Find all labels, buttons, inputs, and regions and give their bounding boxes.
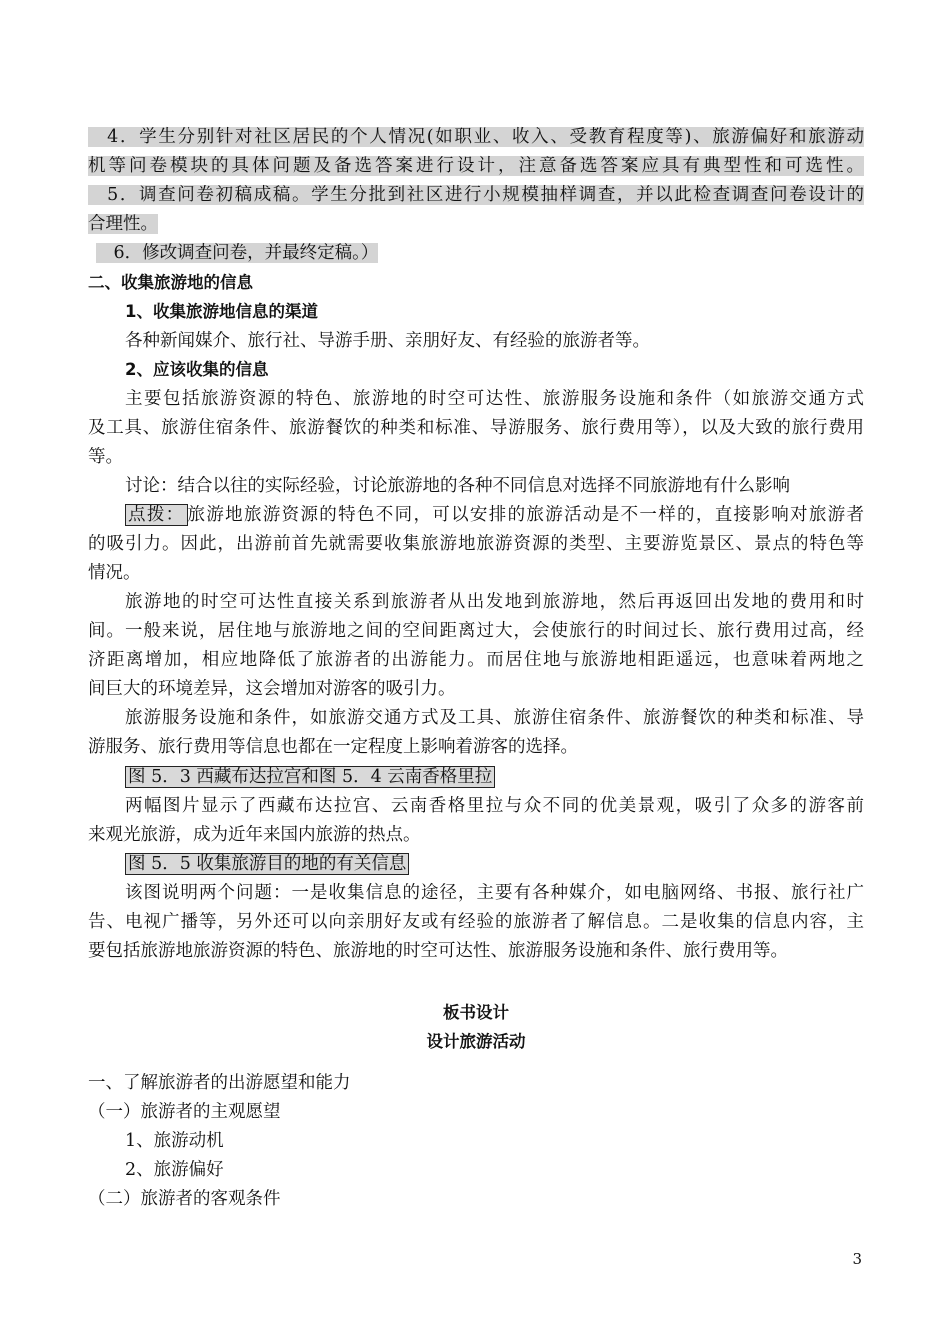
access-para-3: 济距离增加，相应地降低了旅游者的出游能力。而居住地与旅游地相距遥远，也意味着两地之 — [88, 650, 864, 670]
access-para-1: 旅游地的时空可达性直接关系到旅游者从出发地到旅游地，然后再返回出发地的费用和时 — [125, 592, 864, 612]
step4-line2: 机等问卷模块的具体问题及备选答案进行设计，注意备选答案应具有典型性和可选性。 — [88, 156, 864, 176]
tip-line-2: 的吸引力。因此，出游前首先就需要收集旅游地旅游资源的类型、主要游览景区、景点的特色等 — [88, 534, 864, 554]
figure2-text-2: 告、电视广播等，另外还可以向亲朋好友或有经验的旅游者了解信息。二是收集的信息内容，主 — [88, 912, 864, 932]
access-para-2: 间。一般来说，居住地与旅游地之间的空间距离过大，会使旅行的时间过长、旅行费用过高，经 — [88, 621, 864, 641]
board-line-1: 一、了解旅游者的出游愿望和能力 — [88, 1073, 351, 1093]
board-title: 板书设计 — [443, 1003, 509, 1022]
info-text-3: 等。 — [88, 447, 123, 467]
tip-line-1: 点拨： 旅游地旅游资源的特色不同，可以安排的旅游活动是不一样的，直接影响对旅游者 — [125, 504, 864, 528]
step5-line1: 5．调查问卷初稿成稿。学生分批到社区进行小规模抽样调查，并以此检查调查问卷设计的 — [88, 185, 864, 205]
service-para-2: 游服务、旅行费用等信息也都在一定程度上影响着游客的选择。 — [88, 737, 578, 757]
page-number: 3 — [852, 1250, 862, 1268]
subheading-info: 2、应该收集的信息 — [125, 360, 269, 379]
board-line-3: 1、旅游动机 — [125, 1131, 224, 1151]
info-text-1: 主要包括旅游资源的特色、旅游地的时空可达性、旅游服务设施和条件（如旅游交通方式 — [125, 389, 864, 409]
tip-label: 点拨： — [125, 504, 188, 526]
figure2-text-1: 该图说明两个问题：一是收集信息的途径，主要有各种媒介，如电脑网络、书报、旅行社广 — [125, 883, 864, 903]
board-line-4: 2、旅游偏好 — [125, 1160, 224, 1180]
channels-text: 各种新闻媒介、旅行社、导游手册、亲朋好友、有经验的旅游者等。 — [125, 331, 650, 351]
service-para-1: 旅游服务设施和条件，如旅游交通方式及工具、旅游住宿条件、旅游餐饮的种类和标准、导 — [125, 708, 864, 728]
info-text-2: 及工具、旅游住宿条件、旅游餐饮的种类和标准、导游服务、旅行费用等），以及大致的旅行费用 — [88, 418, 864, 438]
board-subtitle: 设计旅游活动 — [426, 1032, 526, 1051]
board-line-2: （一）旅游者的主观愿望 — [88, 1102, 281, 1122]
step5-line2: 合理性。 — [88, 214, 158, 234]
section-heading: 二、收集旅游地的信息 — [88, 273, 253, 292]
figure-caption-1: 图 5．3 西藏布达拉宫和图 5．4 云南香格里拉 — [125, 766, 495, 790]
figure2-text-3: 要包括旅游地旅游资源的特色、旅游地的时空可达性、旅游服务设施和条件、旅行费用等。 — [88, 941, 788, 961]
step4-line1: 4．学生分别针对社区居民的个人情况(如职业、收入、受教育程度等)、旅游偏好和旅游动 — [88, 127, 864, 147]
step6-line: 6．修改调查问卷，并最终定稿。） — [96, 243, 379, 263]
discussion-text: 讨论：结合以往的实际经验，讨论旅游地的各种不同信息对选择不同旅游地有什么影响 — [125, 476, 790, 496]
access-para-4: 间巨大的环境差异，这会增加对游客的吸引力。 — [88, 679, 456, 699]
figure-caption-2: 图 5．5 收集旅游目的地的有关信息 — [125, 853, 409, 877]
figure1-text-1: 两幅图片显示了西藏布达拉宫、云南香格里拉与众不同的优美景观，吸引了众多的游客前 — [125, 796, 864, 816]
figure1-text-2: 来观光旅游，成为近年来国内旅游的热点。 — [88, 825, 421, 845]
subheading-channels: 1、收集旅游地信息的渠道 — [125, 302, 318, 321]
board-line-5: （二）旅游者的客观条件 — [88, 1189, 281, 1209]
tip-line-3: 情况。 — [88, 563, 141, 583]
